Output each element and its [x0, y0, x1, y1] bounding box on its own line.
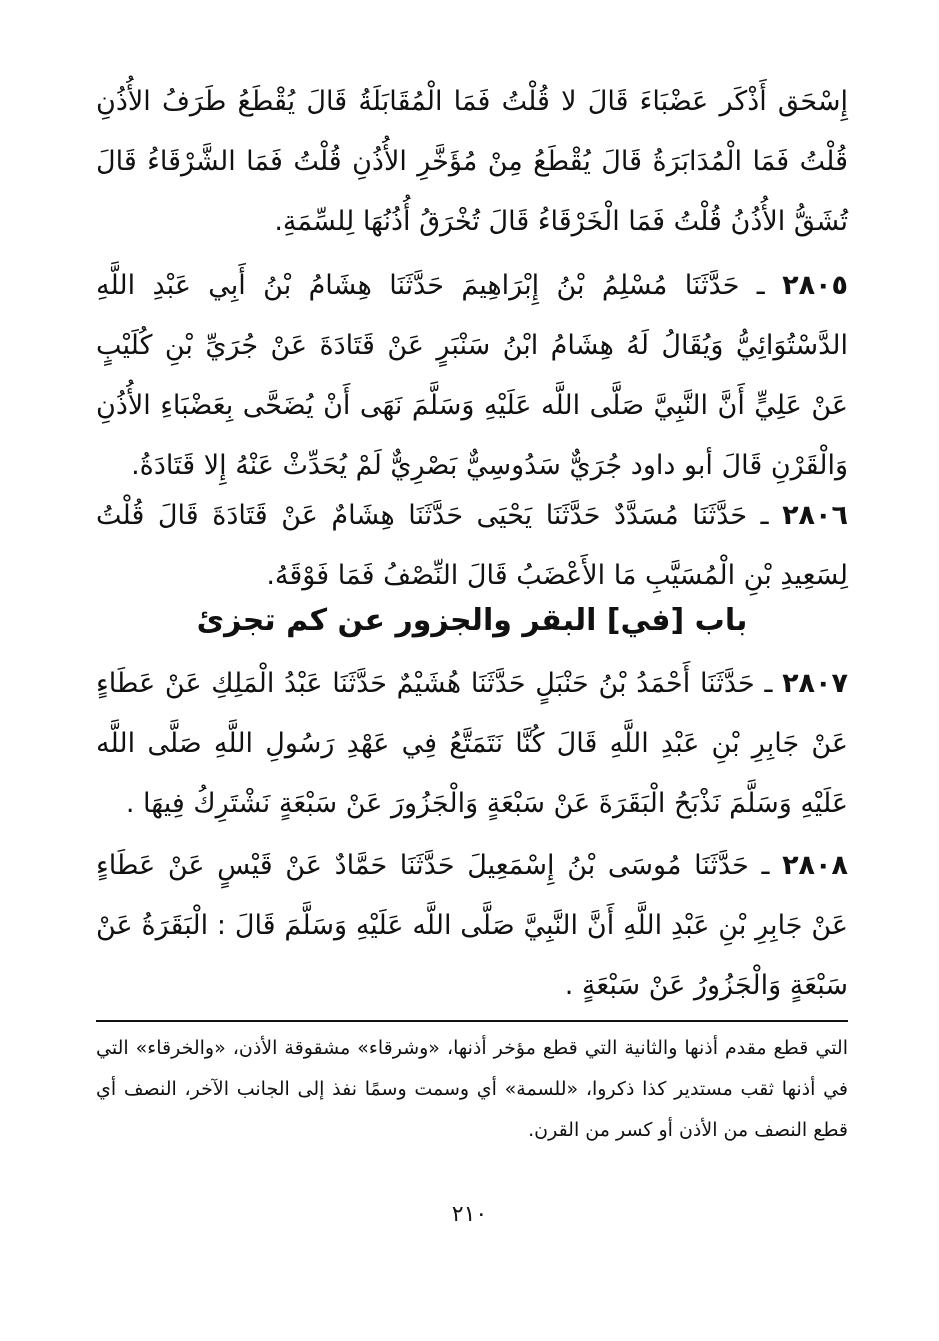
hadith-2806: ٢٨٠٦ ـ حَدَّثَنَا مُسَدَّدٌ حَدَّثَنَا يَحْيَى حَدَّثَنَا هِشَامٌ عَنْ قَتَادَةَ قَالَ قُلْتُ لِسَعِيدِ بْنِ الْمُسَيَّبِ مَا الأَعْضَبُ قَالَ النِّصْفُ فَمَا فَوْقَهُ. — [96, 500, 848, 591]
hadith-text: حَدَّثَنَا مُسَدَّدٌ حَدَّثَنَا يَحْيَى حَدَّثَنَا هِشَامٌ عَنْ قَتَادَةَ قَالَ قُلْتُ لِسَعِيدِ بْنِ الْمُسَيَّبِ مَا الأَعْضَبُ قَالَ النِّصْفُ فَمَا فَوْقَهُ. — [96, 500, 848, 591]
passage-text: إِسْحَق أَذْكَر عَضْبَاءَ قَالَ لا قُلْتُ فَمَا الْمُقَابَلَةُ قَالَ يُقْطَعُ طَرَفُ الأُذُنِ قُلْتُ فَمَا الْمُدَابَرَةُ قَالَ يُقْطَعُ مِنْ مُؤَخَّرِ الأُذُنِ قُلْتُ فَمَا الشَّرْقَاءُ قَالَ تُشَقُّ الأُذُنُ قُلْتُ فَمَا الْخَرْقَاءُ قَالَ تُخْرَقُ أُذُنُهَا لِلسِّمَةِ. — [96, 86, 848, 237]
hadith-text: حَدَّثَنَا أَحْمَدُ بْنُ حَنْبَلٍ حَدَّثَنَا هُشَيْمٌ حَدَّثَنَا عَبْدُ الْمَلِكِ عَنْ عَطَاءٍ عَنْ جَابِرِ بْنِ عَبْدِ اللَّهِ قَالَ كُنَّا نَتَمَتَّعُ فِي عَهْدِ رَسُولِ اللَّهِ صَلَّى اللَّه عَلَيْهِ وَسَلَّمَ نَذْبَحُ الْبَقَرَةَ عَنْ سَبْعَةٍ وَالْجَزُورَ عَنْ سَبْعَةٍ نَشْتَرِكُ فِيهَا . — [96, 668, 848, 819]
hadith-text: حَدَّثَنَا مُوسَى بْنُ إِسْمَعِيلَ حَدَّثَنَا حَمَّادٌ عَنْ قَيْسٍ عَنْ عَطَاءٍ عَنْ جَابِرِ بْنِ عَبْدِ اللَّهِ أَنَّ النَّبِيَّ صَلَّى اللَّه عَلَيْهِ وَسَلَّمَ قَالَ : الْبَقَرَةُ عَنْ سَبْعَةٍ وَالْجَزُورُ عَنْ سَبْعَةٍ . — [96, 850, 848, 1001]
hadith-number: ٢٨٠٥ — [782, 270, 849, 301]
footnote-divider — [96, 1020, 848, 1022]
hadith-2808: ٢٨٠٨ ـ حَدَّثَنَا مُوسَى بْنُ إِسْمَعِيلَ حَدَّثَنَا حَمَّادٌ عَنْ قَيْسٍ عَنْ عَطَاءٍ عَنْ جَابِرِ بْنِ عَبْدِ اللَّهِ أَنَّ النَّبِيَّ صَلَّى اللَّه عَلَيْهِ وَسَلَّمَ قَالَ : الْبَقَرَةُ عَنْ سَبْعَةٍ وَالْجَزُورُ عَنْ سَبْعَةٍ . — [96, 850, 848, 1001]
footnote-text: التي قطع مقدم أذنها والثانية التي قطع مؤخر أذنها، «وشرقاء» مشقوقة الأذن، «والخرقاء» التي في أذنها ثقب مستدير كذا ذكروا، «للسمة» أي وسمت وسمًا نفذ إلى الجانب الآخر، النصف أي قطع النصف من الأذن أو كسر من القرن. — [96, 1037, 848, 1141]
hadith-number: ٢٨٠٨ — [782, 850, 848, 881]
hadith-number: ٢٨٠٧ — [782, 668, 848, 699]
hadith-text: حَدَّثَنَا مُسْلِمُ بْنُ إِبْرَاهِيمَ حَدَّثَنَا هِشَامُ بْنُ أَبِي عَبْدِ اللَّهِ الدَّسْتُوَائِيُّ وَيُقَالُ لَهُ هِشَامُ ابْنُ سَنْبَرٍ عَنْ قَتَادَةَ عَنْ جُرَيِّ بْنِ كُلَيْبٍ عَنْ عَلِيٍّ أَنَّ النَّبِيَّ صَلَّى اللَّه عَلَيْهِ وَسَلَّمَ نَهَى أَنْ يُضَحَّى بِعَضْبَاءِ الأُذُنِ وَالْقَرْنِ قَالَ أبو داود جُرَيٌّ سَدُوسِيٌّ بَصْرِيٌّ لَمْ يُحَدِّثْ عَنْهُ إِلا قَتَادَةُ. — [96, 270, 848, 481]
chapter-heading: باب [في] البقر والجزور عن كم تجزئ — [196, 603, 748, 638]
page-number: ٢١٠ — [451, 1202, 488, 1227]
passage-continuation — [96, 72, 848, 252]
hadith-number: ٢٨٠٦ — [782, 500, 848, 531]
hadith-2805: ٢٨٠٥ ـ حَدَّثَنَا مُسْلِمُ بْنُ إِبْرَاهِيمَ حَدَّثَنَا هِشَامُ بْنُ أَبِي عَبْدِ اللَّهِ الدَّسْتُوَائِيُّ وَيُقَالُ لَهُ هِشَامُ ابْنُ سَنْبَرٍ عَنْ قَتَادَةَ عَنْ جُرَيِّ بْنِ كُلَيْبٍ عَنْ عَلِيٍّ أَنَّ النَّبِيَّ صَلَّى اللَّه عَلَيْهِ وَسَلَّمَ نَهَى أَنْ يُضَحَّى بِعَضْبَاءِ الأُذُنِ وَالْقَرْنِ قَالَ أبو داود جُرَيٌّ سَدُوسِيٌّ بَصْرِيٌّ لَمْ يُحَدِّثْ عَنْهُ إِلا قَتَادَةُ. — [96, 270, 849, 481]
footnote — [96, 1028, 848, 1151]
hadith-2807: ٢٨٠٧ ـ حَدَّثَنَا أَحْمَدُ بْنُ حَنْبَلٍ حَدَّثَنَا هُشَيْمٌ حَدَّثَنَا عَبْدُ الْمَلِكِ عَنْ عَطَاءٍ عَنْ جَابِرِ بْنِ عَبْدِ اللَّهِ قَالَ كُنَّا نَتَمَتَّعُ فِي عَهْدِ رَسُولِ اللَّهِ صَلَّى اللَّه عَلَيْهِ وَسَلَّمَ نَذْبَحُ الْبَقَرَةَ عَنْ سَبْعَةٍ وَالْجَزُورَ عَنْ سَبْعَةٍ نَشْتَرِكُ فِيهَا . — [96, 668, 848, 819]
